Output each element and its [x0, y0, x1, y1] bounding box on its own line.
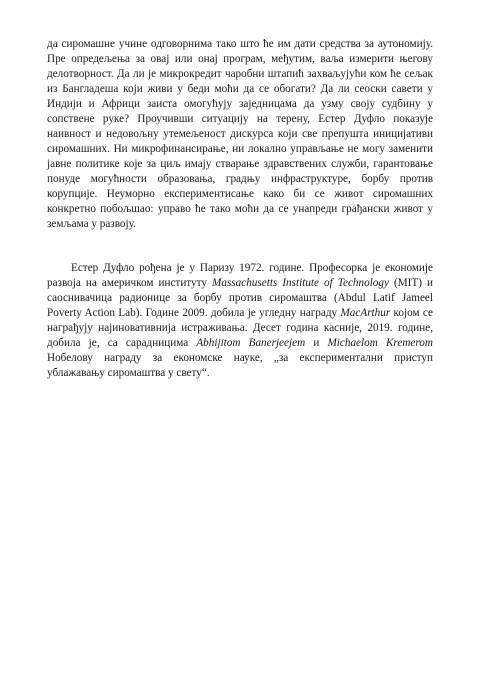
bio-text-5: Нобелову награду за економске науке, „за експериментални приступ ублажавању сиромаштва у свету“. [47, 352, 433, 379]
document-page [47, 37, 433, 381]
institute-name: Massachusetts Institute of Technology [212, 277, 389, 289]
bio-text-4: и [305, 337, 328, 349]
body-paragraph-1: да сиромашне учине одговорнима тако што ће им дати средства за аутономију. Пре опредељења за овај или онај програм, међутим, ваља измерити његову делотворност. Да ли је микрокредит чаробни штапић захваљујући ком ће сељак из Бангладеша који живи у беди моћи да се обогати? Да ли сеоски савети у Индији и Африци заиста омогућују заједницама да узму своју судбину у сопствене руке? Проучивши ситуацију на терену, Естер Дуфло показује наивност и недовољну утемељеност дискурса који све препушта иницијативи сиромашних. Ни микрофинансирање, ни локално управљање не могу заменити јавне политике које за циљ имају стварање здравствених служби, гарантовање понуде могућности образовања, градњу инфраструктуре, борбу против корупције. Неуморно експериментисање како би се живот сиромашних конкретно побољшао: управо ће тако моћи да се унапреди грађански живот у земљама у развоју. [47, 38, 433, 230]
paragraph-spacer [47, 232, 433, 261]
award-name: MacArthur [340, 307, 391, 319]
bio-text-2: (MIT) и саоснивачица радионице за борбу против сиромаштва (Abdul Latif Jameel Poverty Action Lab). Године 2009. добила је угледну награду [47, 277, 434, 319]
bio-text-3: којом се награђују најиновативнија истраживања. Десет година касније, 2019. године, добила је, са сарадницима [47, 307, 433, 349]
coauthor-2: Michaelom Kremerom [327, 337, 433, 349]
coauthor-1: Abhijitom Banerjeejem [196, 337, 306, 349]
author-bio-paragraph [47, 261, 433, 381]
bio-text-1: Естер Дуфло рођена је у Паризу 1972. године. Професорка је економије развоја на америчком институту [47, 262, 433, 289]
